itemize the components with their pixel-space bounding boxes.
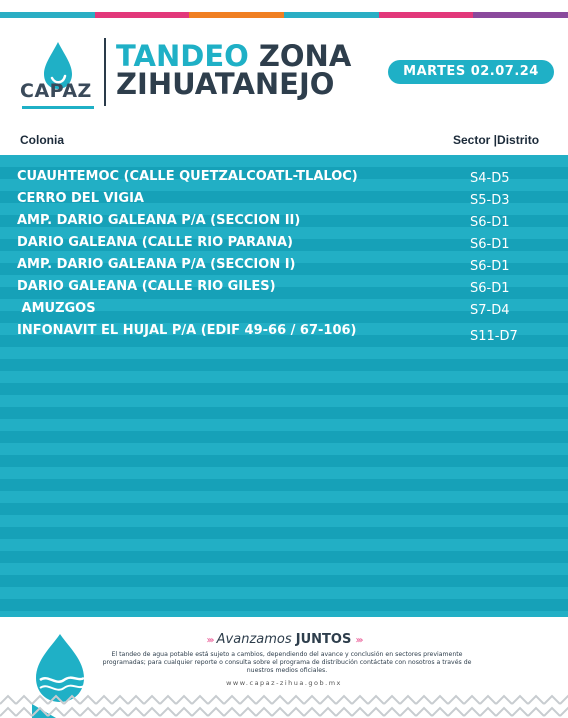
colonia-cell: CUAUHTEMOC (CALLE QUETZALCOATL-TLALOC) bbox=[17, 169, 358, 184]
stripe-segment bbox=[379, 12, 474, 18]
sector-cell: S5-D3 bbox=[470, 193, 510, 208]
title-accent: TANDEO bbox=[116, 39, 249, 73]
sector-cell: S11-D7 bbox=[470, 329, 518, 344]
colonia-cell: AMUZGOS bbox=[17, 301, 96, 316]
sector-cell: S6-D1 bbox=[470, 237, 510, 252]
table-row bbox=[0, 211, 568, 233]
table-row bbox=[0, 277, 568, 299]
header-divider bbox=[104, 38, 106, 106]
stripe-segment bbox=[189, 12, 284, 18]
zigzag-pattern bbox=[0, 694, 568, 718]
stripe-segment bbox=[0, 12, 95, 18]
colonia-cell: CERRO DEL VIGIA bbox=[17, 191, 144, 206]
logo-text: CAPAZ bbox=[20, 80, 92, 102]
sector-cell: S6-D1 bbox=[470, 259, 510, 274]
column-header-sector: Sector |Distrito bbox=[453, 133, 540, 147]
color-stripe-bar bbox=[0, 12, 568, 18]
stripe-segment bbox=[284, 12, 379, 18]
colonia-cell: AMP. DARIO GALEANA P/A (SECCION II) bbox=[17, 213, 301, 228]
column-header-colonia: Colonia bbox=[20, 133, 64, 147]
colonia-cell: DARIO GALEANA (CALLE RIO PARANA) bbox=[17, 235, 293, 250]
colonia-cell: AMP. DARIO GALEANA P/A (SECCION I) bbox=[17, 257, 296, 272]
title-city: ZIHUATANEJO bbox=[116, 67, 335, 101]
table-row bbox=[0, 167, 568, 189]
arrows-left-icon: ››› bbox=[206, 635, 213, 646]
sector-cell: S6-D1 bbox=[470, 281, 510, 296]
slogan-part-b: JUNTOS bbox=[295, 632, 352, 647]
sector-cell: S7-D4 bbox=[470, 303, 510, 318]
stripe-segment bbox=[473, 12, 568, 18]
disclaimer-text: El tandeo de agua potable está sujeto a cambios, dependiendo del avance y conclusión en sectores previamente programadas; para cualquier reporte o consulta sobre el programa de distribución contáctate con nosotros a través de nuestros medios oficiales. bbox=[102, 651, 472, 674]
sector-cell: S4-D5 bbox=[470, 171, 510, 186]
table-row bbox=[0, 321, 568, 343]
stripe-segment bbox=[95, 12, 190, 18]
table-row bbox=[0, 233, 568, 255]
slogan-part-a: Avanzamos bbox=[216, 632, 296, 647]
table-row bbox=[0, 189, 568, 211]
schedule-table bbox=[0, 155, 568, 617]
header bbox=[0, 28, 568, 116]
arrows-right-icon: ››› bbox=[355, 635, 362, 646]
date-badge: MARTES 02.07.24 bbox=[388, 60, 554, 84]
website-link[interactable]: www.capaz-zihua.gob.mx bbox=[226, 679, 342, 687]
table-row bbox=[0, 255, 568, 277]
colonia-cell: DARIO GALEANA (CALLE RIO GILES) bbox=[17, 279, 276, 294]
colonia-cell: INFONAVIT EL HUJAL P/A (EDIF 49-66 / 67-106) bbox=[17, 323, 357, 338]
sector-cell: S6-D1 bbox=[470, 215, 510, 230]
slogan bbox=[0, 632, 568, 647]
page-title bbox=[116, 39, 352, 101]
table-row bbox=[0, 299, 568, 321]
title-zona: ZONA bbox=[248, 39, 352, 73]
